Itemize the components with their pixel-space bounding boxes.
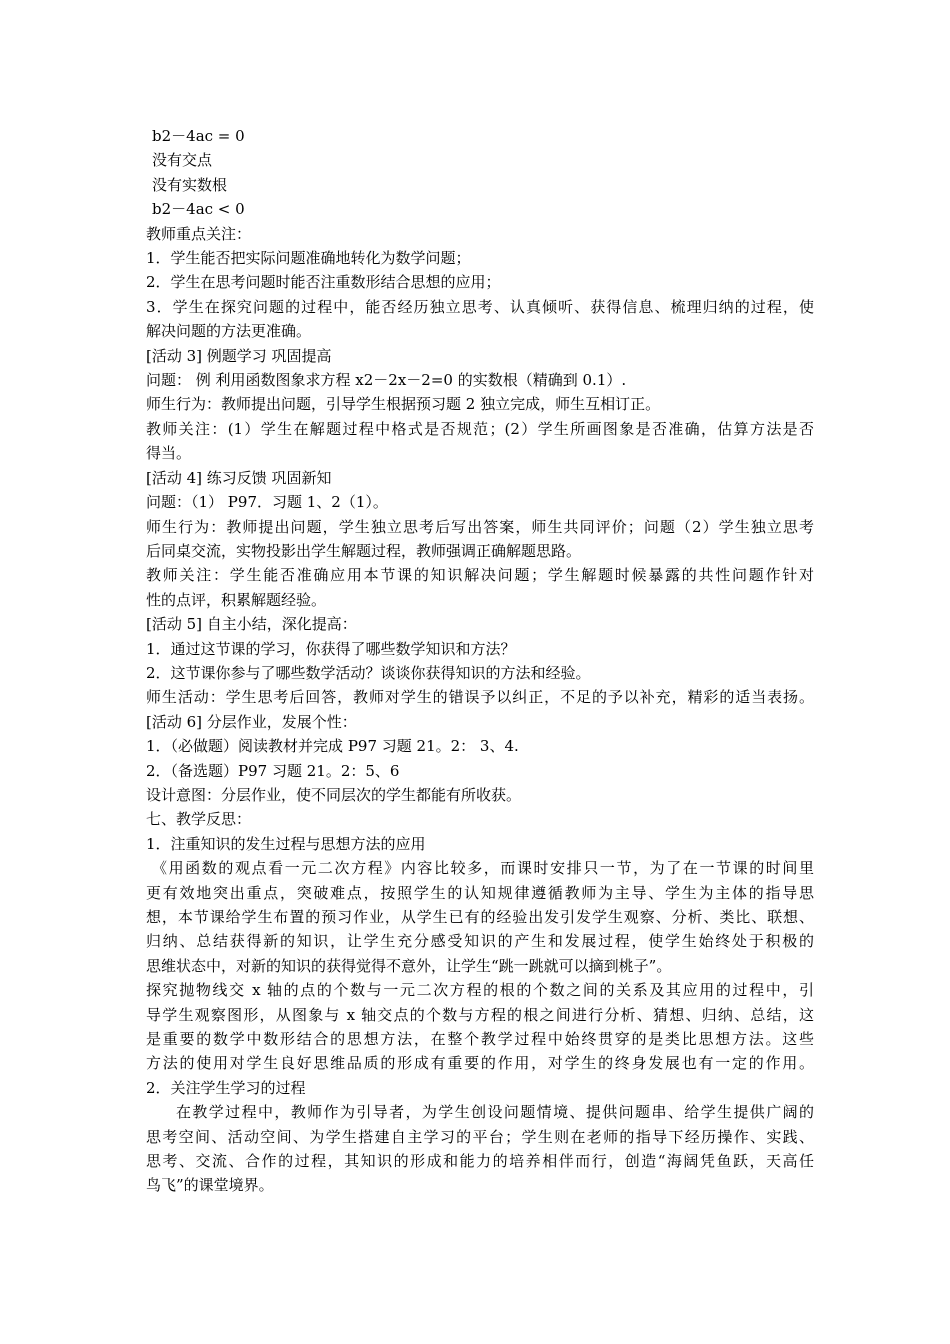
text-line: 1．注重知识的发生过程与思想方法的应用 (146, 834, 426, 853)
text-line: 教师关注：(1）学生在解题过程中格式是否规范；(2）学生所画图象是否准确，估算方法是否 (146, 419, 814, 438)
text-line: 教师重点关注： (146, 224, 252, 243)
document-body (146, 124, 814, 1198)
text-line: 1．（必做题）阅读教材并完成 P97 习题 21。2： 3、4. (146, 737, 519, 756)
text-line: 《用函数的观点看一元二次方程》内容比较多，而课时安排只一节，为了在一节课的时间里 (152, 859, 814, 878)
text-line: 思考、交流、合作的过程，其知识的形成和能力的培养相伴而行，创造“海阔凭鱼跃，天高任 (146, 1152, 814, 1171)
text-line: 问题：（1） P97．习题 1、2（1）。 (146, 493, 388, 512)
text-line: 归纳、总结获得新的知识，让学生充分感受知识的产生和发展过程，使学生始终处于积极的 (146, 932, 814, 951)
text-line: 问题： 例 利用函数图象求方程 x2－2x－2=0 的实数根（精确到 0.1）. (146, 371, 627, 390)
text-line: 得当。 (146, 444, 192, 463)
text-line: 性的点评，积累解题经验。 (146, 590, 327, 609)
text-line: 2．（备选题）P97 习题 21。2：5、6 (146, 761, 400, 780)
text-line: 2．这节课你参与了哪些数学活动？谈谈你获得知识的方法和经验。 (146, 663, 591, 682)
text-line: b2－4ac = 0 (152, 127, 245, 145)
text-line: [活动 4] 练习反馈 巩固新知 (146, 468, 332, 487)
text-line: 思考空间、活动空间、为学生搭建自主学习的平台；学生则在老师的指导下经历操作、实践、 (146, 1127, 814, 1146)
text-line: 导学生观察图形，从图象与 x 轴交点的个数与方程的根之间进行分析、猜想、归纳、总结，这 (146, 1005, 814, 1024)
text-line: 思维状态中，对新的知识的获得觉得不意外，让学生“跳一跳就可以摘到桃子”。 (146, 956, 672, 975)
text-line: 师生行为：教师提出问题，引导学生根据预习题 2 独立完成，师生互相订正。 (146, 395, 661, 414)
text-line: 2．学生在思考问题时能否注重数形结合思想的应用； (146, 273, 501, 292)
text-line: 1．通过这节课的学习，你获得了哪些数学知识和方法？ (146, 639, 516, 658)
text-line: 没有实数根 (152, 175, 228, 194)
text-line: 方法的使用对学生良好思维品质的形成有重要的作用，对学生的终身发展也有一定的作用。 (146, 1054, 814, 1073)
text-line: [活动 5] 自主小结，深化提高： (146, 615, 357, 634)
text-line: 教师关注：学生能否准确应用本节课的知识解决问题；学生解题时候暴露的共性问题作针对 (146, 566, 814, 585)
text-line: 七、教学反思： (146, 810, 252, 829)
text-line: [活动 3] 例题学习 巩固提高 (146, 346, 332, 365)
text-line: 设计意图：分层作业，使不同层次的学生都能有所收获。 (146, 785, 522, 804)
text-line: 没有交点 (152, 151, 213, 170)
text-line: 解决问题的方法更准确。 (146, 322, 312, 341)
text-line: 师生活动：学生思考后回答，教师对学生的错误予以纠正，不足的予以补充，精彩的适当表扬。 (146, 688, 814, 707)
text-line: 1．学生能否把实际问题准确地转化为数学问题； (146, 249, 471, 268)
text-line: 鸟飞”的课堂境界。 (146, 1176, 274, 1195)
text-line: [活动 6] 分层作业，发展个性： (146, 712, 357, 731)
text-line: 更有效地突出重点，突破难点，按照学生的认知规律遵循教师为主导、学生为主体的指导思 (146, 883, 814, 902)
text-line: 探究抛物线交 x 轴的点的个数与一元二次方程的根的个数之间的关系及其应用的过程中，引 (146, 981, 814, 1000)
text-line: 师生行为：教师提出问题，学生独立思考后写出答案，师生共同评价；问题（2）学生独立思考 (146, 517, 814, 536)
text-line: 2．关注学生学习的过程 (146, 1078, 306, 1097)
text-line: b2－4ac < 0 (152, 200, 245, 219)
text-line: 想，本节课给学生布置的预习作业，从学生已有的经验出发引发学生观察、分析、类比、联想、 (146, 908, 814, 926)
text-line: 后同桌交流，实物投影出学生解题过程，教师强调正确解题思路。 (146, 541, 582, 560)
text-line: 是重要的数学中数形结合的思想方法，在整个教学过程中始终贯穿的是类比思想方法。这些 (146, 1030, 814, 1049)
text-line: 在教学过程中，教师作为引导者，为学生创设问题情境、提供问题串、给学生提供广阔的 (176, 1103, 814, 1122)
text-line: 3．学生在探究问题的过程中，能否经历独立思考、认真倾听、获得信息、梳理归纳的过程，使 (146, 297, 814, 316)
